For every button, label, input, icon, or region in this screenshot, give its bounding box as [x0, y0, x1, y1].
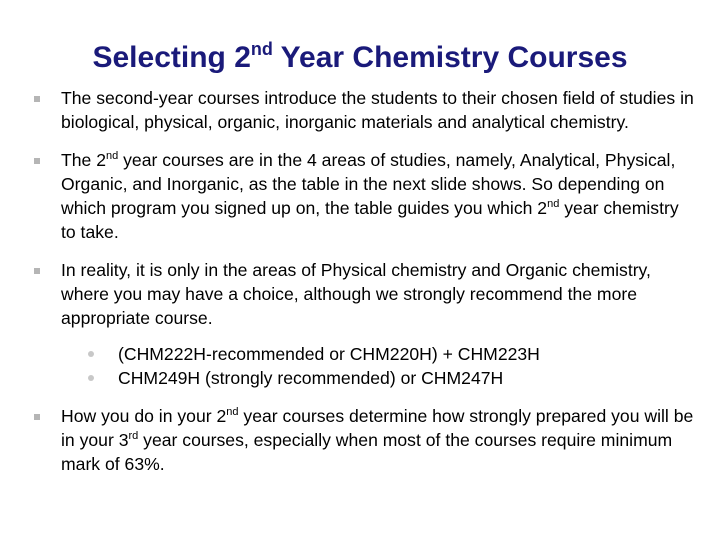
bullet-text-part: year chemistry to take. — [61, 198, 679, 242]
square-bullet-icon — [34, 414, 40, 420]
round-bullet-icon — [88, 351, 94, 357]
bullet-item-4 — [34, 404, 694, 476]
title-superscript: nd — [250, 39, 273, 59]
superscript: nd — [106, 150, 119, 162]
slide-title — [0, 38, 720, 78]
bullet-text-part: year courses are in the 4 areas of studies, namely, Analytical, Physical, Organic, and Inorganic, as the table in the next slide shows. So depending on which program you signed up on, the table guides you which 2 — [61, 150, 676, 218]
bullet-item-2 — [34, 148, 694, 244]
square-bullet-icon — [34, 268, 40, 274]
sub-bullet-list — [61, 342, 694, 390]
title-text-2: Year Chemistry Courses — [272, 41, 628, 74]
sub-bullet-item — [61, 342, 694, 366]
superscript: nd — [226, 406, 239, 418]
square-bullet-icon — [34, 96, 40, 102]
bullet-item-1 — [34, 86, 694, 134]
sub-bullet-text: (CHM222H-recommended or CHM220H) + CHM223H — [118, 344, 540, 364]
bullet-text-part: year courses determine how strongly prepared you will be in your 3 — [61, 406, 694, 450]
title-text-1: Selecting 2 — [92, 41, 251, 74]
bullet-text: In reality, it is only in the areas of Physical chemistry and Organic chemistry, where you may have a choice, although we strongly recommend the more appropriate course. — [61, 260, 651, 328]
bullet-item-3 — [34, 258, 694, 390]
square-bullet-icon — [34, 158, 40, 164]
bullet-text-part: The 2 — [61, 150, 106, 170]
sub-bullet-text: CHM249H (strongly recommended) or CHM247H — [118, 368, 504, 388]
bullet-text-part: How you do in your 2 — [61, 406, 227, 426]
superscript: rd — [128, 430, 139, 442]
sub-bullet-item — [61, 366, 694, 390]
round-bullet-icon — [88, 375, 94, 381]
bullet-text-part: year courses, especially when most of the courses require minimum mark of 63%. — [61, 430, 673, 474]
bullet-text: The second-year courses introduce the students to their chosen field of studies in biological, physical, organic, inorganic materials and analytical chemistry. — [61, 88, 694, 132]
superscript: nd — [547, 198, 560, 210]
bullet-list — [34, 86, 694, 476]
